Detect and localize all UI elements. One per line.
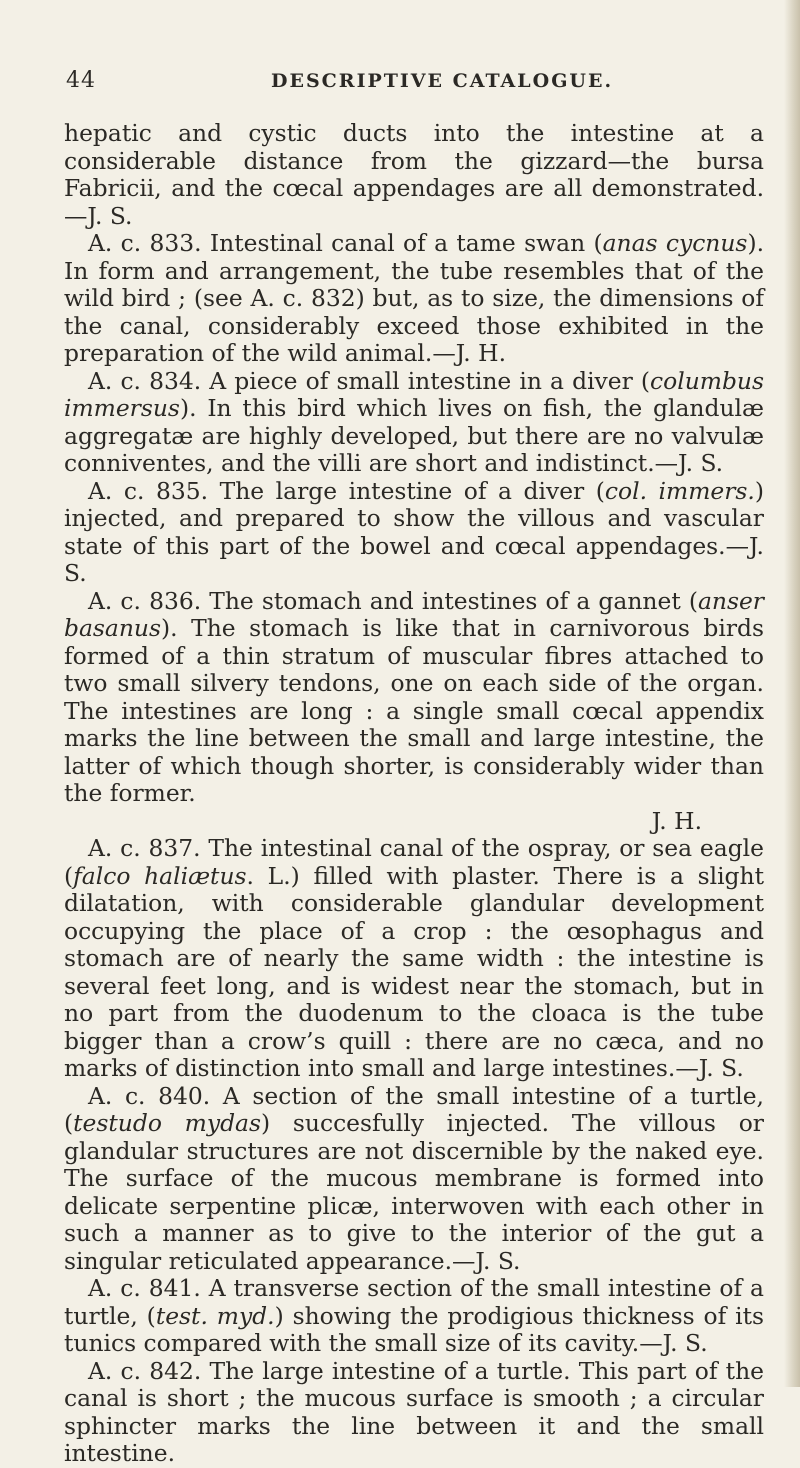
catalogue-entry [64, 1358, 764, 1468]
text-run: ). In this bird which lives on fish, the glandulæ aggregatæ are highly developed, but there are no valvulæ conniventes, and the villi are short and indistinct.—J. S. [64, 394, 764, 477]
latin-name: anas cycnus [602, 229, 748, 257]
text-run: A. c. 837. The intestinal canal of the ospray, or sea eagle ( [64, 834, 764, 890]
latin-name: test. myd. [155, 1301, 275, 1330]
text-run: A. c. 842. The large intestine of a turtle. This part of the canal is short ; the mucous surface is smooth ; a circular sphincter marks the line between it and the small intestine. [64, 1356, 764, 1467]
page-header [66, 66, 756, 96]
catalogue-entry [64, 230, 764, 368]
latin-name: falco haliætus [73, 861, 247, 890]
text-run: A. c. 836. The stomach and intestines of a gannet ( [88, 586, 698, 615]
text-run: A. c. 834. A piece of small intestine in a diver ( [88, 366, 651, 395]
text-run: ). In form and arrangement, the tube resembles that of the wild bird ; (see A. c. 832) but, as to size, the dimensions of the canal, considerably exceed those exhibited in the preparation of the wild animal.—J. H. [64, 229, 764, 367]
catalogue-entry [64, 835, 764, 1083]
catalogue-entry [64, 1275, 764, 1358]
page-edge-shadow [784, 0, 800, 1387]
text-run: . L.) filled with plaster. There is a slight dilatation, with considerable glandular development occupying the place of a crop : the œsophagus and stomach are of nearly the same width : the intestine is several feet long, and is widest near the stomach, but in no part from the duodenum to the cloaca is the tube bigger than a crow’s quill : there are no cæca, and no marks of distinction into small and large intestines.—J. S. [64, 861, 764, 1082]
body-text [64, 120, 764, 1468]
text-run: A. c. 833. Intestinal canal of a tame swan ( [88, 229, 603, 257]
catalogue-entry [64, 588, 764, 808]
text-run: A. c. 841. A transverse section of the small intestine of a turtle, ( [64, 1274, 764, 1330]
latin-name: col. immers. [604, 476, 755, 505]
signature: J. H. [651, 806, 702, 835]
text-run: ) injected, and prepared to show the villous and vascular state of this part of the bowel and cœcal appendages.—J. S. [64, 476, 764, 587]
page-number: 44 [66, 68, 96, 93]
catalogue-entry [64, 368, 764, 478]
latin-name: anser basanus [64, 586, 764, 642]
text-run: ). The stomach is like that in carnivorous birds formed of a thin stratum of muscular fibres attached to two small silvery tendons, one on each side of the organ. The intestines are long : a single small cœcal appendix marks the line between the small and large intestine, the latter of which though shorter, is considerably wider than the former. [64, 614, 764, 807]
text-run: ) showing the prodigious thickness of its tunics compared with the small size of its cavity.—J. S. [64, 1301, 764, 1357]
text-run: ) succesfully injected. The villous or glandular structures are not discernible by the naked eye. The surface of the mucous membrane is formed into delicate serpentine plicæ, interwoven with each other in such a manner as to give to the interior of the gut a singular reticulated appearance.—J. S. [64, 1109, 764, 1275]
text-run: A. c. 835. The large intestine of a diver ( [88, 476, 605, 505]
latin-name: testudo mydas [73, 1109, 261, 1137]
paragraph-continued [64, 120, 764, 230]
text-run: hepatic and cystic ducts into the intestine at a considerable distance from the gizzard—the bursa Fabricii, and the cœcal appendages are all demonstrated.—J. S. [64, 119, 764, 230]
latin-name: columbus immersus [64, 366, 764, 422]
running-head: DESCRIPTIVE CATALOGUE. [271, 70, 614, 92]
text-run: A. c. 840. A section of the small intestine of a turtle, ( [64, 1081, 764, 1137]
catalogue-entry [64, 1083, 764, 1276]
catalogue-entry [64, 478, 764, 588]
